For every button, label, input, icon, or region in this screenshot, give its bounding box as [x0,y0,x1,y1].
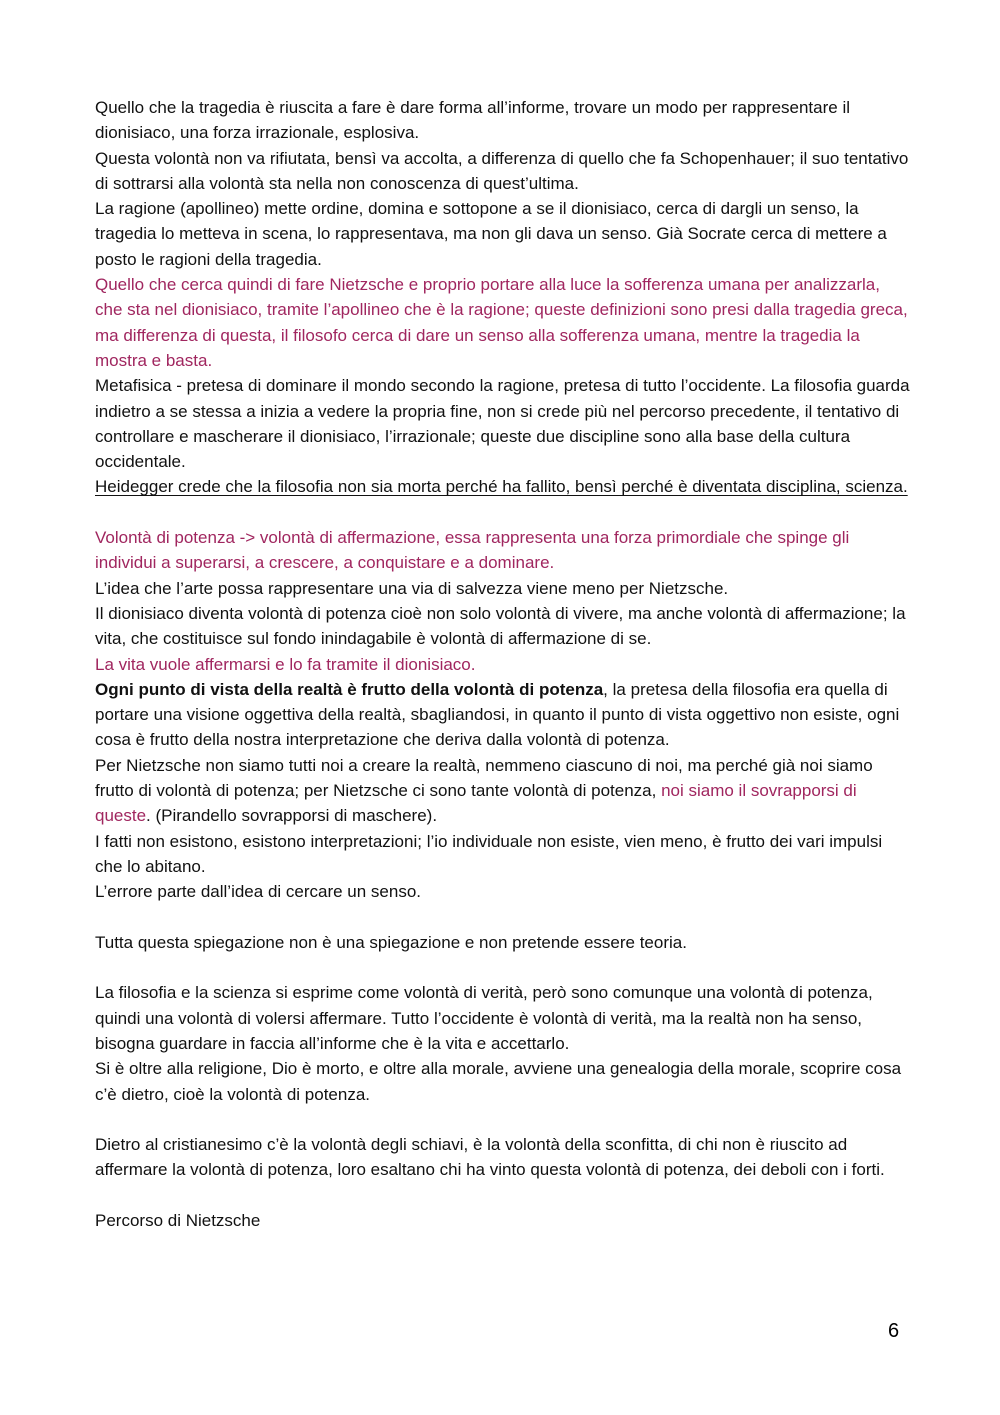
highlighted-paragraph: Volontà di potenza -> volontà di affermazione, essa rappresenta una forza primordiale che spinge gli individui a superarsi, a crescere, a conquistare e a dominare. [95,528,850,573]
highlighted-phrase: noi siamo il sovrapporsi di queste [95,781,857,826]
paragraph-text: . (Pirandello sovrapporsi di maschere). [146,806,438,826]
paragraph: Questa volontà non va rifiutata, bensì va accolta, a differenza di quello che fa Schopenhauer; il suo tentativo di sottrarsi alla volontà sta nella non conoscenza di quest’ultima. [95,148,909,193]
underlined-paragraph: Heidegger crede che la filosofia non sia morta perché ha fallito, bensì perché è diventata disciplina, scienza. [95,477,908,497]
paragraph: Dietro al cristianesimo c’è la volontà degli schiavi, è la volontà della sconfitta, di chi non è riuscito ad affermare la volontà di potenza, loro esaltano chi ha vinto questa volontà di potenza, dei deboli con i forti. [95,1135,885,1180]
section-heading: Percorso di Nietzsche [95,1211,261,1231]
paragraph-text: Per Nietzsche non siamo tutti noi a creare la realtà, nemmeno ciascuno di noi, ma perché già noi siamo frutto di volontà di potenza; per Nietzsche ci sono tante volontà di potenza, [95,755,873,801]
bold-phrase: Ogni punto di vista della realtà è frutto della volontà di potenza [95,679,604,699]
paragraph: I fatti non esistono, esistono interpretazioni; l’io individuale non esiste, vien meno, è frutto dei vari impulsi che lo abitano. [95,831,883,876]
paragraph: Metafisica - pretesa di dominare il mondo secondo la ragione, pretesa di tutto l’occidente. La filosofia guarda indietro a se stessa a inizia a vedere la propria fine, non si crede più nel percorso precedente, il tentativo di controllare e mascherare il dionisiaco, l’irrazionale; queste due discipline sono alla base della cultura occidentale. [95,376,910,472]
paragraph: Si è oltre alla religione, Dio è morto, e oltre alla morale, avviene una genealogia della morale, scoprire cosa c’è dietro, cioè la volontà di potenza. [95,1059,902,1104]
highlighted-paragraph: La vita vuole affermarsi e lo fa tramite il dionisiaco. [95,654,476,674]
paragraph: Tutta questa spiegazione non è una spiegazione e non pretende essere teoria. [95,932,687,952]
paragraph-spacer [95,1107,910,1132]
paragraph: L’errore parte dall’idea di cercare un senso. [95,882,422,902]
paragraph-text: , la pretesa della filosofia era quella di portare una visione oggettiva della realtà, sbagliandosi, in quanto il punto di vista oggettivo non esiste, ogni cosa è frutto della nostra interpretazione che deriva dalla volontà di potenza. [95,679,900,750]
highlighted-paragraph: Quello che cerca quindi di fare Nietzsche e proprio portare alla luce la sofferenza umana per analizzarla, che sta nel dionisiaco, tramite l’apollineo che è la ragione; queste definizioni sono presi dalla tragedia greca, ma differenza di questa, il filosofo cerca di dare un senso alla sofferenza umana, mentre la tragedia la mostra e basta. [95,275,908,370]
paragraph-spacer [95,905,910,930]
paragraph-spacer [95,500,910,525]
page-number: 6 [888,1320,900,1342]
document-page [95,95,910,1233]
paragraph: La ragione (apollineo) mette ordine, domina e sottopone a se il dionisiaco, cerca di dargli un senso, la tragedia lo metteva in scena, lo rappresentava, ma non gli dava un senso. Già Socrate cerca di mettere a posto le ragioni della tragedia. [95,199,887,269]
paragraph: Quello che la tragedia è riuscita a fare è dare forma all’informe, trovare un modo per rappresentare il dionisiaco, una forza irrazionale, esplosiva. [95,98,850,143]
paragraph: La filosofia e la scienza si esprime come volontà di verità, però sono comunque una volontà di potenza, quindi una volontà di volersi affermare. Tutto l’occidente è volontà di verità, ma la realtà non ha senso, bisogna guardare in faccia all’informe che è la vita e accettarlo. [95,983,873,1053]
paragraph-spacer [95,1183,910,1208]
paragraph: Il dionisiaco diventa volontà di potenza cioè non solo volontà di vivere, ma anche volontà di affermazione; la vita, che costituisce sul fondo inindagabile è volontà di affermazione di se. [95,603,906,649]
paragraph: L’idea che l’arte possa rappresentare una via di salvezza viene meno per Nietzsche. [95,578,729,598]
paragraph-spacer [95,955,910,980]
paragraph [95,753,910,829]
paragraph [95,677,910,753]
